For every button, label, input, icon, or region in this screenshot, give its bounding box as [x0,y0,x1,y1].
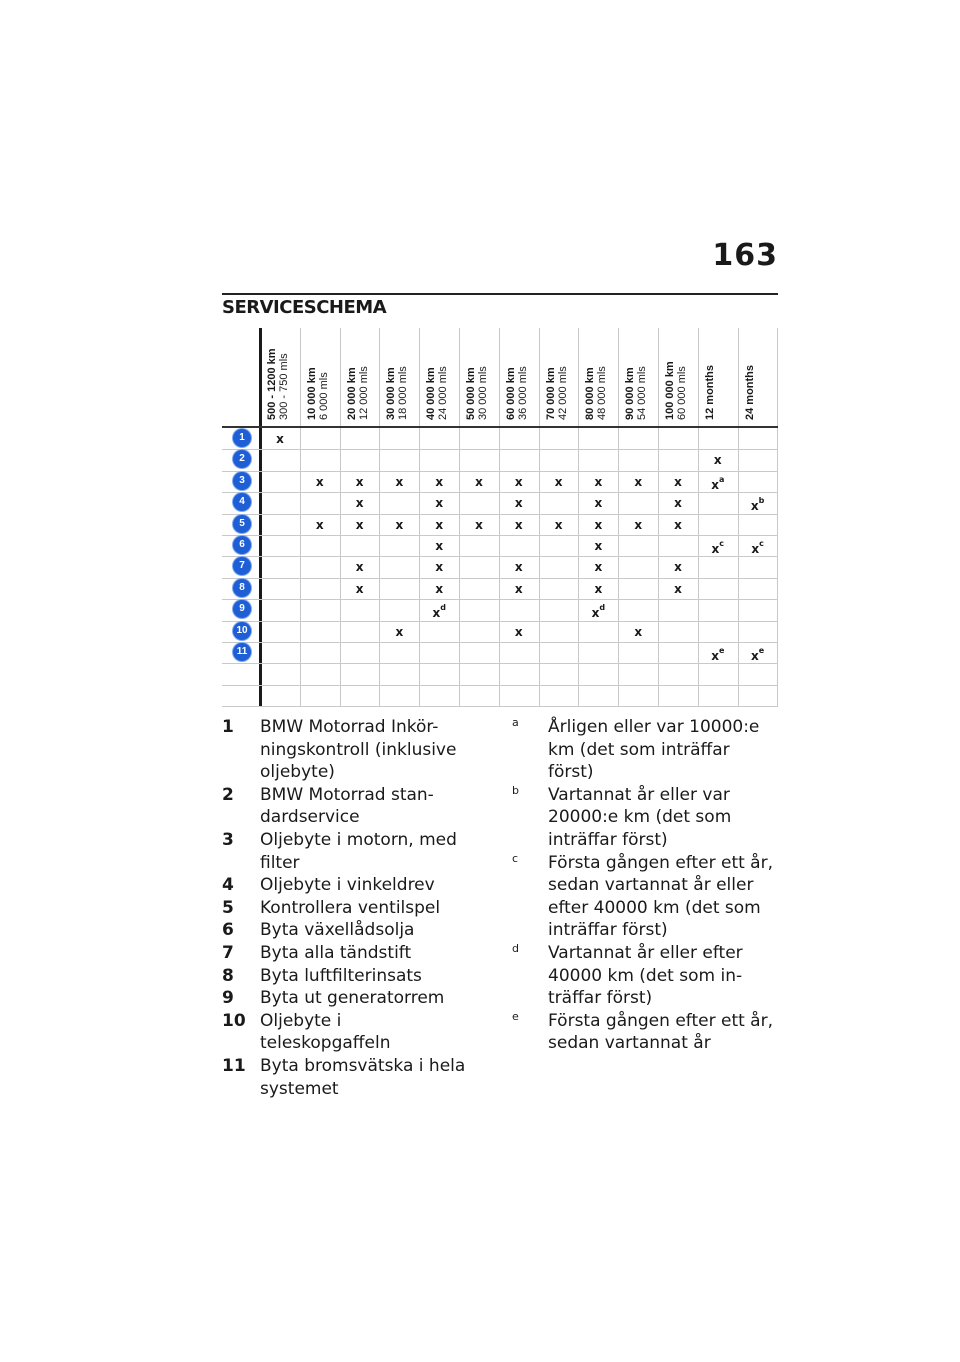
service-mark [499,496,539,510]
service-mark [539,518,579,532]
row-number-badge: 4 [233,493,251,511]
footnote-item [512,852,780,942]
legend-number: 8 [222,965,234,986]
service-mark-x: x [435,496,444,511]
service-mark-x: x [591,606,600,621]
service-mark [419,539,459,553]
column-header [624,340,664,420]
legend-text: Kontrollera ventilspel [260,897,441,918]
grid-row-line [222,663,778,664]
service-mark [499,625,539,639]
service-mark-x: x [395,474,404,489]
column-header-mls: 48 000 mls [596,366,609,420]
service-mark-x: x [475,474,483,489]
footnote-item [512,1010,780,1055]
footnote-item [512,942,780,1010]
row-number-badge: 11 [233,643,251,661]
service-mark-x: x [594,581,603,596]
service-mark-footnote: c [759,539,764,548]
legend-number: 1 [222,717,234,737]
column-header [545,340,585,420]
service-mark-x: x [435,517,444,532]
service-mark-footnote: e [718,646,725,655]
grid-column-line [259,328,262,706]
column-header-km: 500 - 1200 km [266,348,278,420]
service-mark-footnote: d [440,603,446,613]
service-schedule-table [222,328,778,706]
legend-item [222,987,472,1010]
grid-row-line [222,514,778,515]
column-header [425,340,465,420]
service-mark [578,560,618,574]
grid-row-line [222,706,778,707]
service-mark-x: x [634,624,643,639]
column-header [704,340,744,420]
section-title: SERVICESCHEMA [222,297,387,318]
service-mark [300,475,340,489]
column-header [664,340,704,420]
service-mark [300,518,340,532]
legend-number: 9 [222,988,234,1009]
service-mark-x: x [435,581,444,596]
service-mark-x: x [674,474,682,489]
footnote-letter: a [512,716,519,729]
footnote-letter: e [512,1009,519,1023]
column-header-mls: 54 000 mls [636,366,649,420]
service-mark [578,496,618,510]
legend-number: 11 [222,1055,246,1076]
service-mark-x: x [594,517,603,532]
service-mark-x: x [355,560,364,575]
column-header [744,340,784,420]
legend-text: Byta växellådsolja [260,920,415,941]
footnote-text: Första gången efter ett år, sedan vartannat år [548,1010,773,1054]
service-mark [499,582,539,596]
column-header-km: 12 months [703,364,716,420]
row-number-badge: 5 [233,515,251,533]
column-header-km: 60 000 km [504,367,517,420]
service-mark-x: x [435,560,444,575]
service-mark-x: x [674,496,682,511]
column-header-km: 24 months [743,364,756,420]
service-mark [618,625,658,639]
service-mark-x: x [395,624,404,639]
service-mark [379,518,419,532]
service-mark [578,582,618,596]
service-mark-x: x [674,560,682,575]
service-mark [379,475,419,489]
service-mark [340,560,380,574]
column-header-mls: 18 000 mls [397,366,410,420]
footnote-item [512,784,780,852]
service-mark [698,539,738,556]
column-header-mls: 42 000 mls [556,366,569,420]
grid-row-line [222,578,778,579]
footnote-text: Årligen eller var 10000:e km (det som inträffar först) [548,717,760,783]
column-header-mls: 36 000 mls [516,366,529,420]
legend-item [222,897,472,920]
service-mark [419,496,459,510]
grid-row-line [222,599,778,600]
service-mark [658,475,698,489]
column-header [505,340,545,420]
service-mark-x: x [315,517,324,532]
column-header-mls: 24 000 mls [437,366,450,420]
service-mark-x: x [554,517,563,532]
service-mark [459,518,499,532]
service-mark [658,582,698,596]
service-mark [419,582,459,596]
column-header [306,340,346,420]
service-mark [539,475,579,489]
legend-number: 7 [222,942,234,963]
column-header [584,340,624,420]
column-header-mls: 6 000 mls [317,372,330,420]
service-mark-footnote: a [718,474,725,484]
service-mark [340,582,380,596]
service-mark [578,518,618,532]
service-mark-x: x [594,496,603,511]
service-mark-x: x [514,560,523,575]
legend-text: BMW Motorrad Inkör-ningskontroll (inklusive oljebyte) [260,717,457,783]
service-mark [419,560,459,574]
service-mark [658,496,698,510]
service-mark [499,475,539,489]
service-mark-x: x [594,560,603,575]
column-header-km: 30 000 km [385,367,398,420]
legend-item [222,716,472,784]
legend-number: 3 [222,829,234,850]
footnote-letter: c [512,851,519,865]
legend-number: 6 [222,920,234,941]
column-header-km: 10 000 km [305,367,318,420]
column-header-km: 70 000 km [544,367,557,420]
column-header [266,340,306,420]
legend-item [222,784,472,829]
grid-row-line [222,621,778,622]
legend-text: Byta bromsvätska i hela systemet [260,1055,466,1099]
service-mark-x: x [435,539,444,553]
row-number-badge: 6 [233,536,251,554]
footnotes-list [512,716,780,1055]
service-mark-x: x [713,453,722,468]
service-mark [499,518,539,532]
service-mark-x: x [355,474,364,489]
column-header-mls: 300 - 750 mls [278,353,290,420]
column-header-mls: 60 000 mls [676,366,688,420]
service-mark-footnote: b [758,496,765,506]
legend-item [222,919,472,942]
column-header-km: 20 000 km [345,367,358,420]
grid-row-line [222,642,778,643]
service-mark [738,646,778,663]
column-header [465,340,505,420]
row-number-badge: 9 [233,600,251,618]
row-number-badge: 8 [233,579,251,597]
service-mark [658,518,698,532]
service-mark-x: x [711,542,720,556]
grid-row-line [222,685,778,686]
legend-number: 2 [222,784,234,805]
service-mark [340,518,380,532]
footnote-item [512,716,780,784]
legend-text: BMW Motorrad stan-dardservice [260,784,434,828]
service-mark [578,603,618,620]
legend-item [222,942,472,965]
title-rule [222,293,778,295]
service-mark-x: x [711,649,719,663]
service-mark-x: x [751,649,759,663]
column-header [346,340,386,420]
service-mark-x: x [435,474,444,489]
page-number: 163 [712,238,778,273]
grid-row-line [222,556,778,557]
service-mark-x: x [514,496,523,511]
legend-number: 4 [222,875,234,896]
service-mark-x: x [514,517,523,532]
service-mark [260,432,300,446]
legend-number: 10 [222,1010,246,1031]
column-header [385,340,425,420]
service-mark-x: x [355,581,364,596]
footnote-text: Första gången efter ett år, sedan vartannat år eller efter 40000 km (det som inträffar först) [548,852,773,941]
column-header-km: 50 000 km [465,367,477,420]
column-header-mls: 30 000 mls [477,366,489,420]
grid-row-line [222,535,778,536]
legend-text: Oljebyte i teleskopgaffeln [260,1010,391,1054]
service-mark-footnote: e [758,646,765,655]
service-mark-x: x [276,432,284,446]
legend-text: Oljebyte i motorn, med filter [260,829,457,873]
service-mark [419,603,459,620]
service-mark [738,496,778,513]
legend-item [222,829,472,874]
column-header-km: 100 000 km [664,361,676,420]
service-mark-x: x [514,624,523,639]
service-mark-x: x [514,474,523,489]
service-mark-x: x [355,517,364,532]
service-mark-x: x [711,477,719,492]
service-mark [578,539,618,553]
column-header-km: 80 000 km [584,367,597,420]
row-number-badge: 3 [233,472,251,490]
header-divider [222,426,778,428]
service-mark-x: x [395,517,404,532]
service-mark-x: x [674,581,682,596]
legend-list [222,716,472,1100]
service-mark-footnote: d [599,603,606,613]
legend-text: Byta alla tändstift [260,942,412,963]
service-mark [618,475,658,489]
legend-item [222,1010,472,1055]
legend-item [222,874,472,897]
footnote-letter: b [512,783,519,797]
service-mark [340,475,380,489]
grid-row-line [222,471,778,472]
service-mark [578,475,618,489]
service-mark [499,560,539,574]
legend-text: Byta ut generatorrem [260,988,445,1009]
row-number-badge: 7 [233,557,251,575]
service-mark [738,539,778,556]
service-mark [379,625,419,639]
service-mark-x: x [315,474,324,489]
column-header-km: 90 000 km [624,367,637,420]
service-mark-x: x [634,474,643,489]
legend-number: 5 [222,897,234,918]
footnote-text: Vartannat år eller efter 40000 km (det som in-träffar först) [548,942,743,1009]
legend-text: Byta luftfilterinsats [260,965,422,986]
service-mark-x: x [514,581,523,596]
grid-row-line [222,449,778,450]
service-mark [618,518,658,532]
row-number-badge: 1 [233,429,251,447]
service-mark [340,496,380,510]
service-mark [698,475,738,492]
service-mark-x: x [594,474,603,489]
service-mark-x: x [432,606,441,621]
legend-item [222,965,472,988]
legend-item [222,1055,472,1100]
row-number-badge: 10 [233,622,251,640]
service-mark [658,560,698,574]
service-mark-x: x [594,539,603,553]
grid-row-line [222,492,778,493]
service-mark [698,646,738,663]
column-header-mls: 12 000 mls [357,366,370,420]
service-mark-x: x [750,499,759,514]
service-mark [459,475,499,489]
service-mark [419,475,459,489]
column-header-km: 40 000 km [425,367,438,420]
service-mark-x: x [751,542,760,556]
service-mark-x: x [355,496,364,511]
row-number-badge: 2 [233,450,251,468]
service-mark-x: x [674,517,682,532]
footnote-text: Vartannat år eller var 20000:e km (det som inträffar först) [548,784,732,850]
footnote-letter: d [512,941,519,955]
service-mark-x: x [475,517,483,532]
service-mark [419,518,459,532]
service-mark [698,453,738,467]
service-mark-x: x [634,517,643,532]
legend-text: Oljebyte i vinkeldrev [260,875,435,896]
service-mark-x: x [554,474,563,489]
service-mark-footnote: c [719,539,725,548]
